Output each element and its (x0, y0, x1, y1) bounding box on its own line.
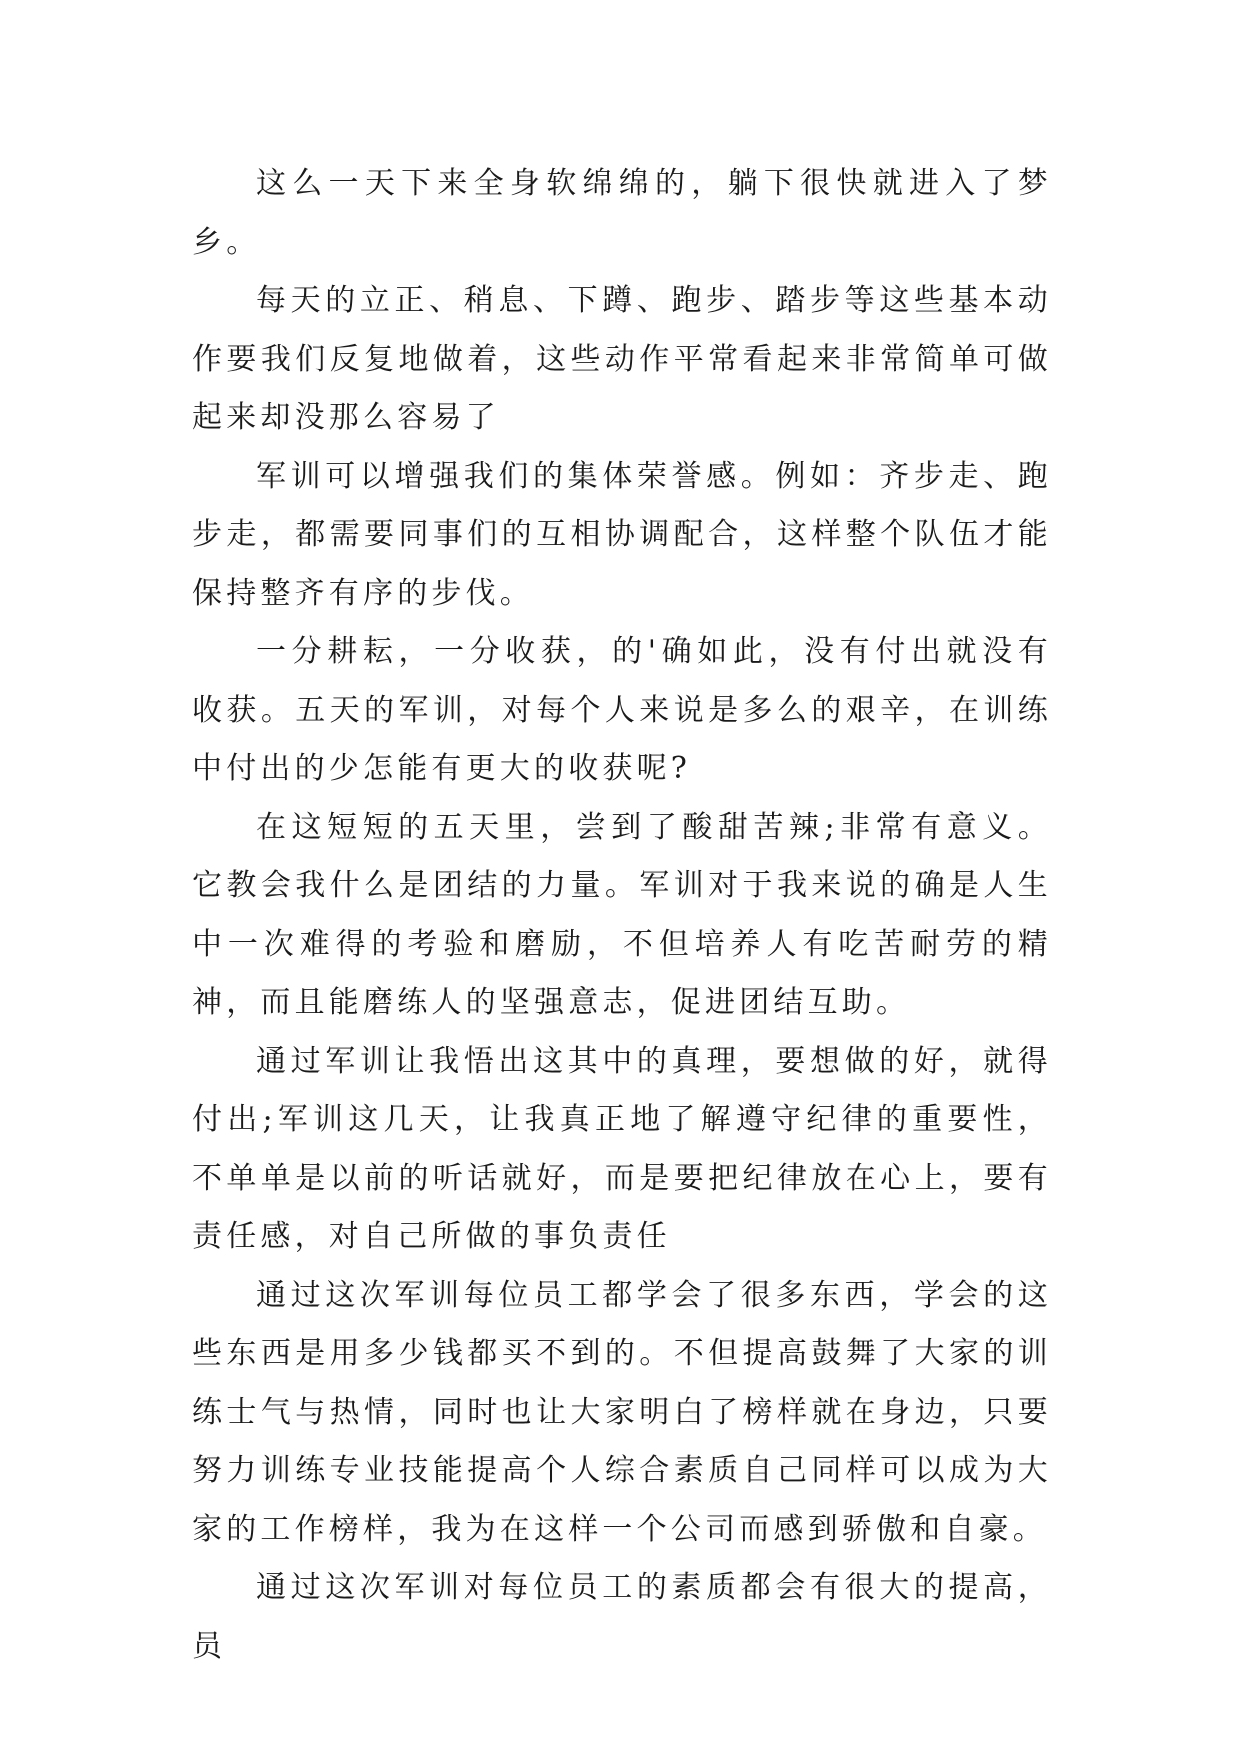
document-body (192, 155, 1052, 1676)
paragraph-6: 通过军训让我悟出这其中的真理，要想做的好，就得付出;军训这几天，让我真正地了解遵守纪律的重要性，不单单是以前的听话就好，而是要把纪律放在心上，要有责任感，对自己所做的事负责任 (192, 1043, 1052, 1254)
paragraph-7: 通过这次军训每位员工都学会了很多东西，学会的这些东西是用多少钱都买不到的。不但提高鼓舞了大家的训练士气与热情，同时也让大家明白了榜样就在身边，只要努力训练专业技能提高个人综合素质自己同样可以成为大家的工作榜样，我为在这样一个公司而感到骄傲和自豪。 (192, 1277, 1052, 1547)
paragraph-3: 军训可以增强我们的集体荣誉感。例如：齐步走、跑步走，都需要同事们的互相协调配合，这样整个队伍才能保持整齐有序的步伐。 (192, 458, 1052, 611)
paragraph-8: 通过这次军训对每位员工的素质都会有很大的提高，员 (192, 1570, 1052, 1664)
paragraph-5: 在这短短的五天里，尝到了酸甜苦辣;非常有意义。它教会我什么是团结的力量。军训对于我来说的确是人生中一次难得的考验和磨励，不但培养人有吃苦耐劳的精神，而且能磨练人的坚强意志，促进团结互助。 (192, 809, 1052, 1020)
paragraph-4: 一分耕耘，一分收获，的'确如此，没有付出就没有收获。五天的军训，对每个人来说是多么的艰辛，在训练中付出的少怎能有更大的收获呢? (192, 634, 1052, 786)
paragraph-1: 这么一天下来全身软绵绵的，躺下很快就进入了梦乡。 (192, 166, 1052, 260)
paragraph-2: 每天的立正、稍息、下蹲、跑步、踏步等这些基本动作要我们反复地做着，这些动作平常看起来非常简单可做起来却没那么容易了 (192, 283, 1052, 435)
